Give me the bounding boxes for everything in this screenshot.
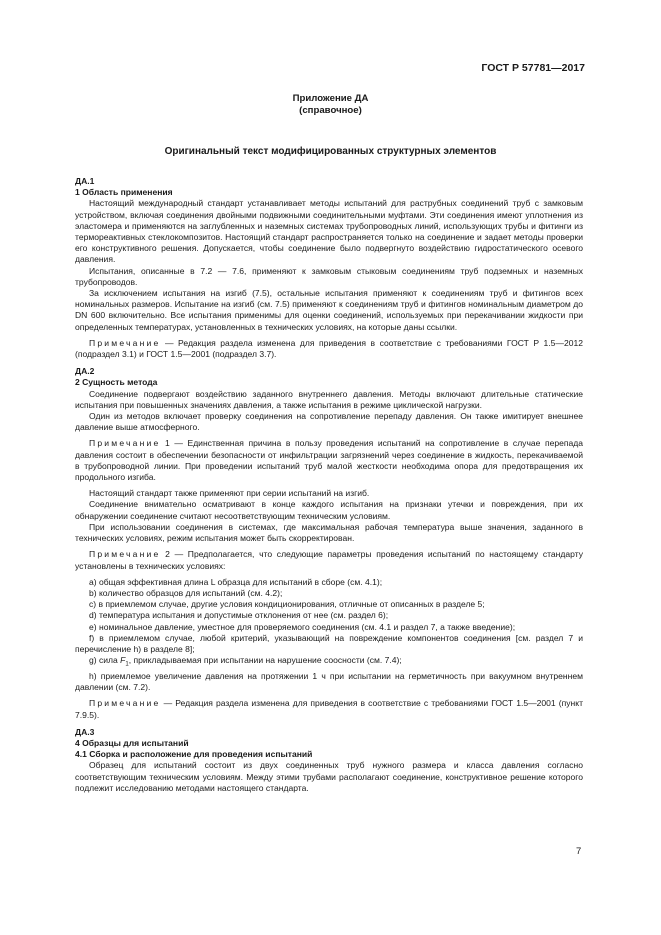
paragraph: За исключением испытания на изгиб (7.5), остальные испытания применяют к соединениям труб и фитингов всех номинальных размеров. Испытание на изгиб (см. 7.5) применяют к соединениям труб и фитингов номинальным диаметром до DN 600 включительно. Все испытания применимы для оценки соединений, используемых при перекачивании жидкости при определенных температурах, установленных в технических условиях, на которые даны ссылки. (75, 288, 583, 332)
paragraph: Испытания, описанные в 7.2 — 7.6, применяют к замковым стыковым соединениям труб подземных и наземных трубопроводов. (75, 265, 583, 287)
annex-title: Приложение ДА (292, 93, 369, 104)
section-heading-method: 2 Сущность метода (75, 377, 158, 388)
section-label-da3: ДА.3 (75, 726, 95, 737)
note (75, 549, 583, 571)
note (75, 438, 583, 483)
list-item: h) приемлемое увеличение давления на протяжении 1 ч при испытании на герметичность при вакуумном внутреннем давлении (см. 7.2). (75, 671, 583, 693)
paragraph: Настоящий стандарт также применяют при серии испытаний на изгиб. (89, 488, 370, 499)
page-number: 7 (576, 846, 582, 857)
section-heading-scope: 1 Область применения (75, 187, 173, 198)
note-word: Примечание (89, 337, 161, 348)
note-text: — Редакция раздела изменена для приведения в соответствие с требованиями ГОСТ Р 1.5—2012 (подраздел 3.1) и ГОСТ 1.5—2001 (подраздел 3.7). (75, 337, 583, 360)
note (75, 698, 583, 720)
section-heading-specimens: 4 Образцы для испытаний (75, 738, 189, 749)
list-item: b) количество образцов для испытаний (см. 4.2); (89, 587, 283, 598)
note-text: 2 — Предполагается, что следующие параметры проведения испытаний по настоящему стандарту установлены в технических условиях: (75, 549, 583, 571)
paragraph: Один из методов включает проверку соединения на сопротивление перепаду давления. Он также имитирует внешнее давление выше атмосферного. (75, 411, 583, 433)
section-label-da1: ДА.1 (75, 176, 95, 186)
list-item: g) сила $F_1$, прикладываемая при испытании на нарушение соосности (см. 7.4); (89, 655, 402, 668)
paragraph: Соединение подвергают воздействию заданного внутреннего давления. Методы включают длительные статические испытания при повышенных значениях давления, а также испытания в режиме циклической нагрузки. (75, 388, 583, 410)
subsection-heading-assembly: 4.1 Сборка и расположение для проведения испытаний (75, 749, 313, 760)
annex-subtitle: (справочное) (299, 105, 362, 116)
note-word: Примечание (89, 549, 161, 560)
paragraph: Настоящий международный стандарт устанавливает методы испытаний для раструбных соединений труб с замковым устройством, включая соединения двойными подвижными соединительными муфтами. Эти соединения имеют уплотнения из эластомера и применяются на заглубленных и наземных системах трубопроводных линий, использующих трубы и фитинги из термореактивных стеклокомпозитов. Настоящий стандарт распространяется только на соединение и задает методы проверки его конструктивного решения. Допускается, чтобы соединение было подвергнуто воздействию гидростатического осевого давления. (75, 198, 583, 265)
list-item: f) в приемлемом случае, любой критерий, указывающий на повреждение компонентов соединения [см. раздел 7 и перечисление h) в разделе 8]; (75, 632, 583, 654)
note (75, 338, 583, 360)
paragraph: Образец для испытаний состоит из двух соединенных труб нужного размера и класса давления согласно соответствующим техническим условиям. Между этими трубами располагают соединение, конструктивное решение которого подлежит исследованию методами настоящего стандарта. (75, 760, 583, 793)
main-title: Оригинальный текст модифицированных структурных элементов (164, 146, 497, 157)
paragraph: При использовании соединения в системах, где максимальная рабочая температура выше значения, заданного в технических условиях, режим испытания может быть скорректирован. (75, 521, 583, 544)
standard-number: ГОСТ Р 57781—2017 (481, 62, 585, 74)
note-text: 1 — Единственная причина в пользу проведения испытаний на сопротивление в случае перепада давления состоит в обеспечении безопасности от инфильтрации загрязнений через соединение в жидкость, перекачиваемой в трубопроводной линии. При проведении испытаний труб малой жесткости необходима опора для предотвращения их продольного изгиба. (75, 438, 583, 483)
note-word: Примечание (89, 438, 161, 449)
list-item: c) в приемлемом случае, другие условия кондиционирования, отличные от описанных в разделе 5; (89, 599, 485, 610)
paragraph: Соединение внимательно осматривают в конце каждого испытания на признаки утечки и повреждения, при их обнаружении соединение считают несоответствующим техническим условиям. (75, 499, 583, 521)
note-text: — Редакция раздела изменена для приведения в соответствие с требованиями ГОСТ 1.5—2001 (пункт 7.9.5). (75, 698, 583, 720)
list-item: a) общая эффективная длина L образца для испытаний в сборе (см. 4.1); (89, 576, 383, 587)
section-label-da2: ДА.2 (75, 366, 95, 377)
annex-heading (0, 93, 661, 117)
note-word: Примечание (89, 698, 161, 709)
list-item: e) номинальное давление, уместное для проверяемого соединения (см. 4.1 и раздел 7, а также введение); (89, 621, 516, 632)
document-body (75, 176, 583, 794)
force-symbol: F (120, 655, 126, 666)
list-item: d) температура испытания и допустимые отклонения от нее (см. раздел 6); (89, 610, 389, 621)
